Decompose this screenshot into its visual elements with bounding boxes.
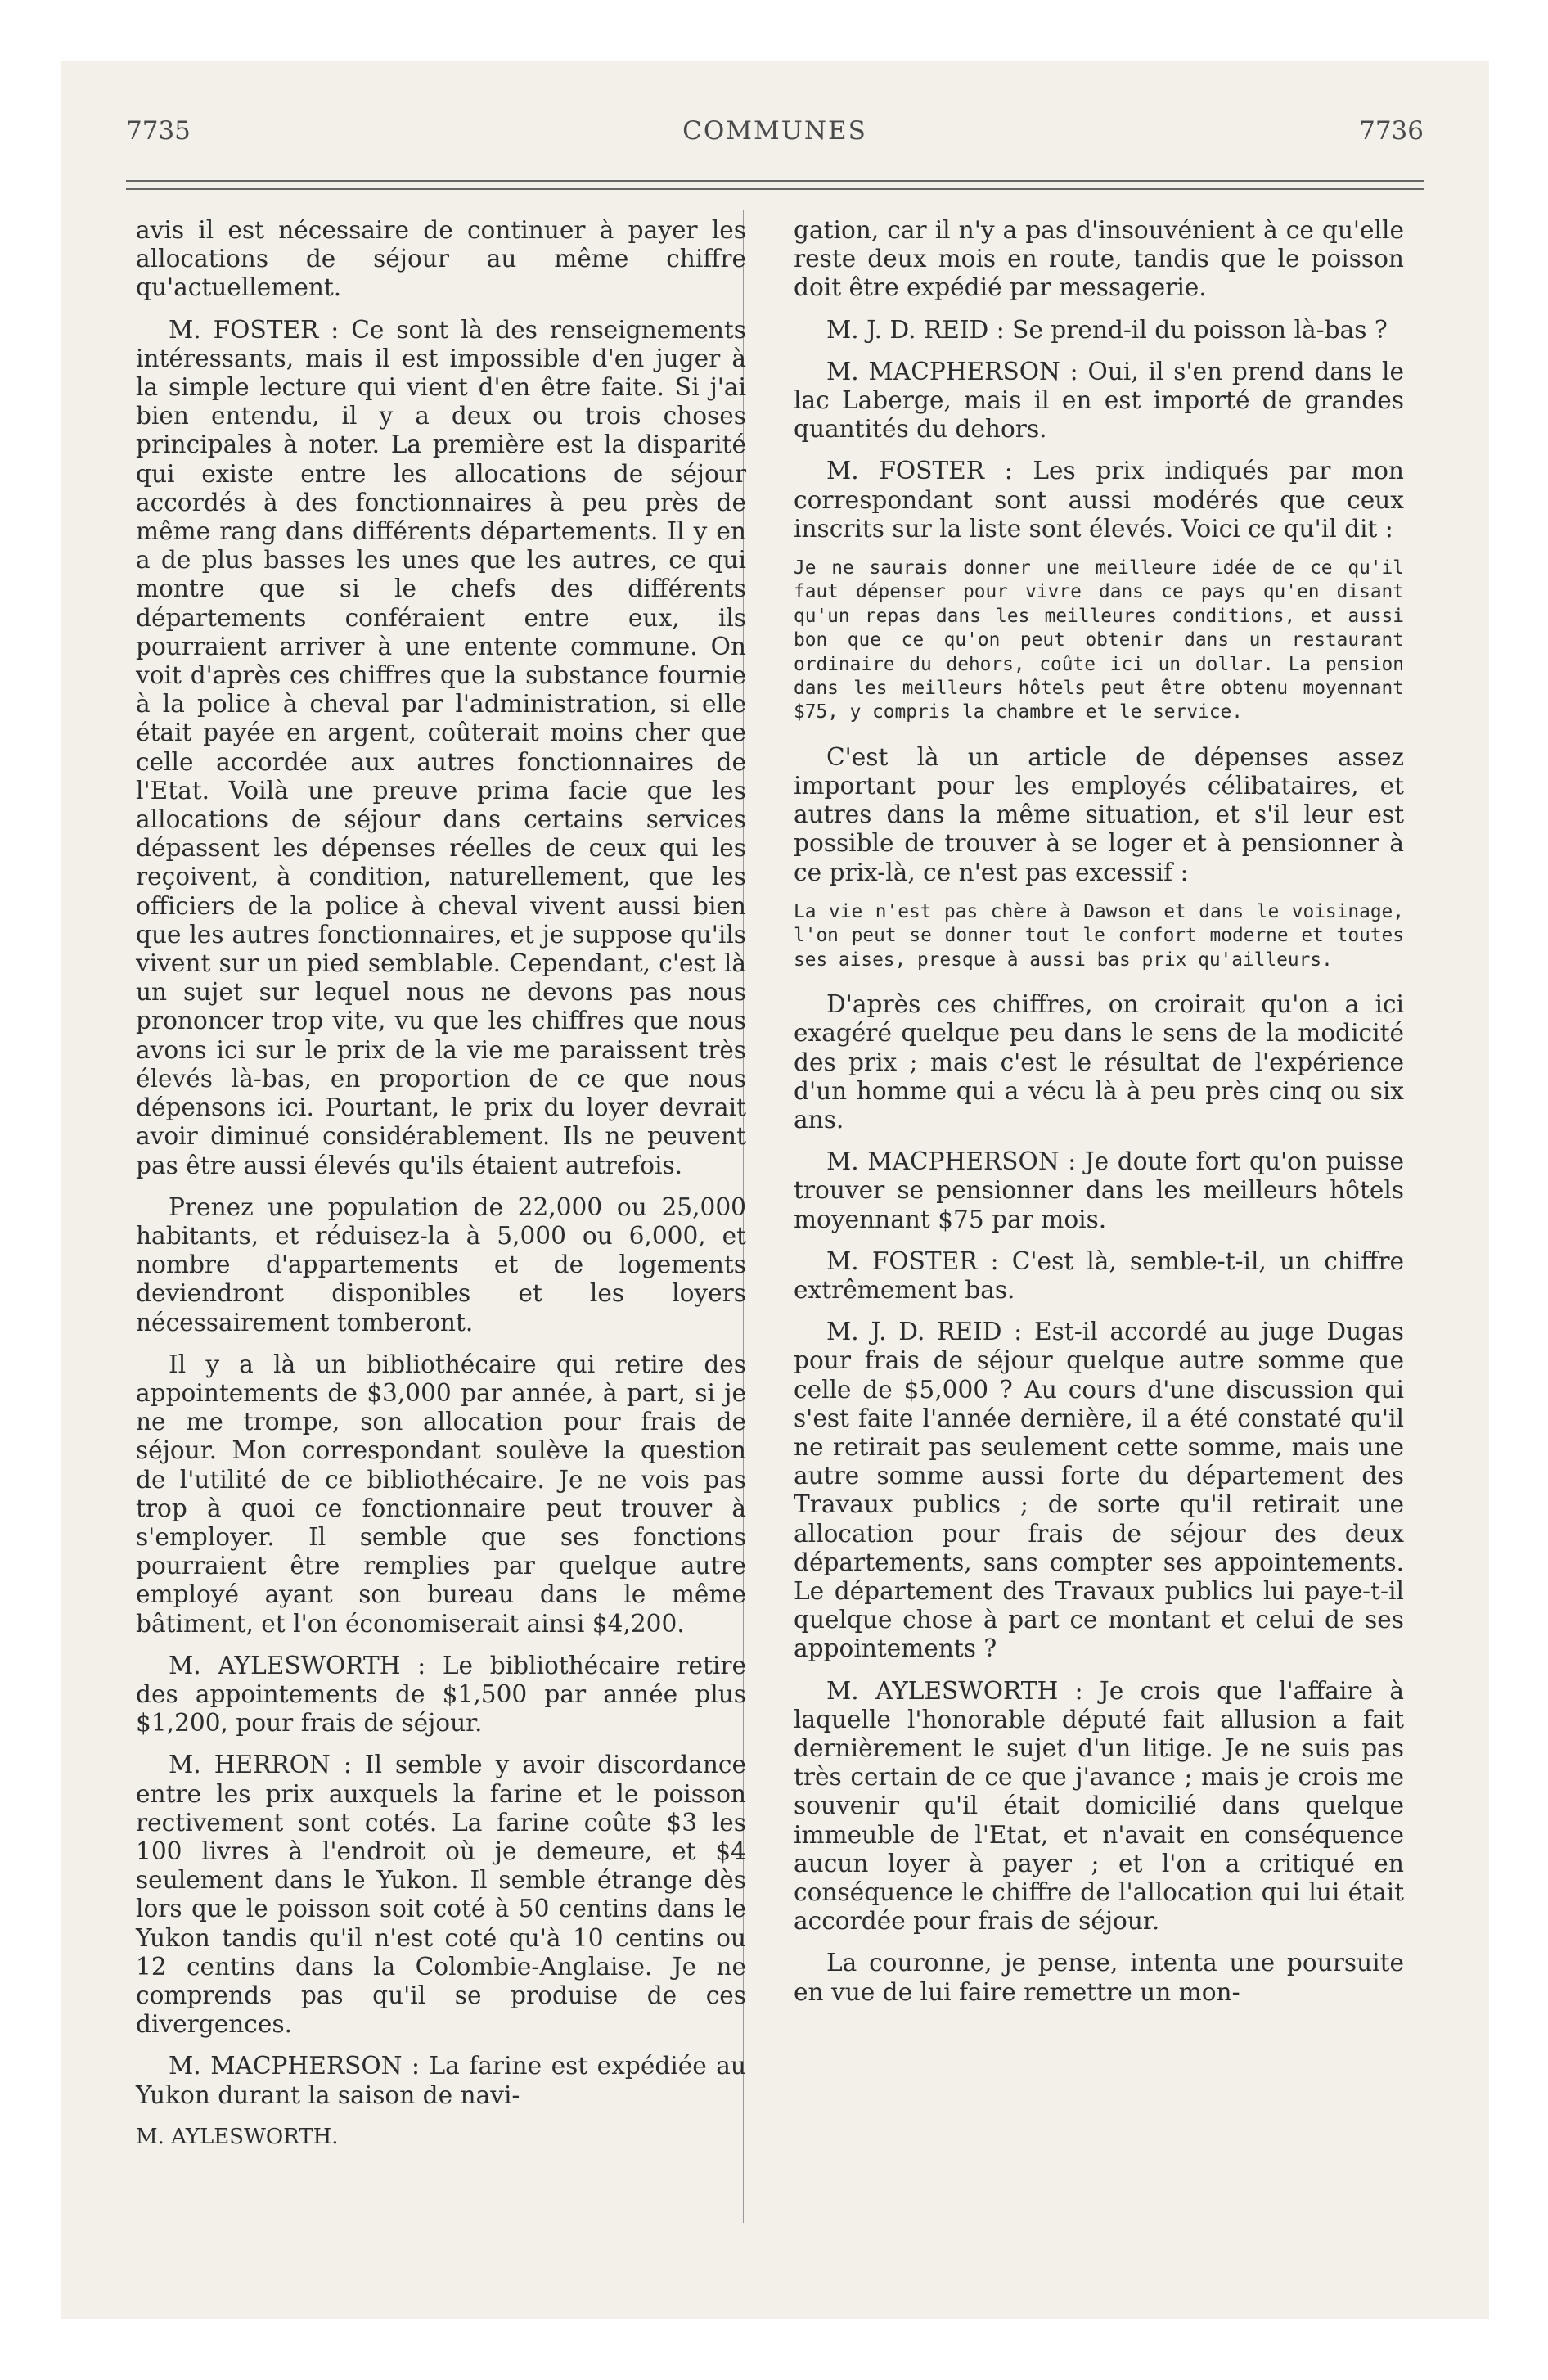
paragraph-text: Je crois que l'affaire à laquelle l'honorable député fait allusion a fait dernièrement le sujet d'un litige. Je ne suis pas très certain de ce que j'avance ; mais je crois me souvenir qu'il était domicilié dans quelque immeuble de l'Etat, et n'avait en conséquence aucun loyer à payer ; et l'on a critiqué en conséquence le chiffre de l'allocation qui lui était accordée pour frais de séjour. bbox=[794, 1676, 1404, 1936]
page-header bbox=[126, 116, 1424, 165]
paragraph-text: Ce sont là des renseignements intéressants, mais il est impossible d'en juger à la simple lecture qui vient d'en être faite. Si j'ai bien entendu, il y a deux ou trois choses principales à noter. La première est la disparité qui existe entre les allocations de séjour accordés à des fonctionnaires à peu près de même rang dans différents départements. Il y en a de plus basses les unes que les autres, ce qui montre que si le chefs des différents départements conféraient entre eux, ils pourraient arriver à une entente commune. On voit d'après ces chiffres que la substance fournie à la police à cheval par l'administration, si elle était payée en argent, coûterait moins cher que celle accordée aux autres fonctionnaires de l'Etat. Voilà une preuve prima facie que les allocations de séjour dans certains services dépassent les dépenses réelles de ceux qui les reçoivent, à condition, naturellement, que les officiers de la police à cheval vivent aussi bien que les autres fonctionnaires, et je suppose qu'ils vivent sur un pied semblable. Cependant, c'est là un sujet sur lequel nous ne devons pas nous prononcer trop vite, vu que les chiffres que nous avons ici sur le prix de la vie me paraissent très élevés là-bas, en proportion de ce que nous dépensons ici. Pourtant, le prix du loyer devrait avoir diminué considérablement. Ils ne peuvent pas être aussi élevés qu'ils étaient autrefois. bbox=[136, 315, 746, 1179]
speaker-name: M. MACPHERSON : bbox=[826, 357, 1078, 385]
paragraph-text: Je ne saurais donner une meilleure idée de ce qu'il faut dépenser pour vivre dans ce pays qu'en disant qu'un repas dans les meilleures conditions, et aussi bon que ce qu'on peut obtenir dans un restaurant ordinaire du dehors, coûte ici un dollar. La pension dans les meilleurs hôtels peut être obtenu moyennant $75, y compris la chambre et le service. bbox=[794, 557, 1404, 723]
paragraph-text: Les prix indiqués par mon correspondant sont aussi modérés que ceux inscrits sur la liste sont élevés. Voici ce qu'il dit : bbox=[794, 457, 1404, 543]
paragraph-text: C'est là, semble-t-il, un chiffre extrêmement bas. bbox=[794, 1246, 1404, 1304]
paragraph-text: Je doute fort qu'on puisse trouver se pensionner dans les meilleurs hôtels moyennant $75 par mois. bbox=[794, 1147, 1404, 1233]
paragraph bbox=[136, 1751, 746, 2039]
speaker-name: M. J. D. REID : bbox=[826, 1318, 1023, 1346]
paragraph bbox=[136, 216, 746, 303]
speaker-name: M. HERRON : bbox=[169, 1751, 352, 1779]
paragraph bbox=[794, 216, 1404, 303]
left-page-number: 7735 bbox=[126, 116, 191, 146]
header-rule-bottom bbox=[126, 188, 1424, 190]
paragraph-text: Est-il accordé au juge Dugas pour frais de séjour quelque autre somme que celle de $5,000 ? Au cours d'une discussion qui s'est faite l'année dernière, il a été constaté qu'il ne retirait pas seulement cette somme, mais une autre somme aussi forte du département des Travaux publics ; de sorte qu'il retirait une allocation pour frais de séjour des deux départements, sans compter ses appointements. Le département des Travaux publics lui paye-t-il quelque chose à part ce montant et celui de ses appointements ? bbox=[794, 1318, 1404, 1663]
paragraph-text: Il semble y avoir discordance entre les prix auxquels la farine et le poisson rectivement sont cotés. La farine coûte $3 les 100 livres à l'endroit où je demeure, et $4 seulement dans le Yukon. Il semble étrange dès lors que le poisson soit coté à 50 centins dans le Yukon tandis qu'il n'est coté qu'à 10 centins ou 12 centins dans la Colombie-Anglaise. Je ne comprends pas qu'il se produise de ces divergences. bbox=[136, 1751, 746, 2039]
paragraph-text: La couronne, je pense, intenta une poursuite en vue de lui faire remettre un mon- bbox=[794, 1949, 1404, 2006]
paragraph-text: avis il est nécessaire de continuer à payer les allocations de séjour au même chiffre qu'actuellement. bbox=[136, 216, 746, 302]
paragraph-text: gation, car il n'y a pas d'insouvénient à ce qu'elle reste deux mois en route, tandis que le poisson doit être expédié par messagerie. bbox=[794, 216, 1404, 302]
paragraph bbox=[794, 316, 1404, 345]
speaker-name: M. J. D. REID : bbox=[826, 315, 1005, 344]
paragraph bbox=[794, 1677, 1404, 1936]
paragraph bbox=[794, 743, 1404, 887]
paragraph-text: C'est là un article de dépenses assez important pour les employés célibataires, et autres dans la même situation, et s'il leur est possible de trouver à se loger et à pensionner à ce prix-là, ce n'est pas excessif : bbox=[794, 742, 1404, 886]
page bbox=[61, 61, 1489, 2319]
paragraph bbox=[794, 358, 1404, 444]
right-column bbox=[794, 216, 1404, 2020]
speaker-name: M. FOSTER : bbox=[169, 315, 340, 344]
speaker-name: M. MACPHERSON : bbox=[826, 1147, 1077, 1176]
paragraph bbox=[794, 1949, 1404, 2006]
paragraph-text: D'après ces chiffres, on croirait qu'on a ici exagéré quelque peu dans le sens de la modicité des prix ; mais c'est le résultat de l'expérience d'un homme qui a vécu là à peu près cinq ou six ans. bbox=[794, 990, 1404, 1134]
paragraph bbox=[794, 990, 1404, 1134]
paragraph bbox=[794, 457, 1404, 543]
quoted-passage bbox=[794, 900, 1404, 972]
paragraph-text: Oui, il s'en prend dans le lac Laberge, mais il en est importé de grandes quantités du dehors. bbox=[794, 357, 1404, 444]
speaker-name: M. MACPHERSON : bbox=[169, 2052, 421, 2080]
paragraph bbox=[794, 1147, 1404, 1234]
speaker-name: M. FOSTER : bbox=[826, 1246, 999, 1275]
right-page-number: 7736 bbox=[1359, 116, 1424, 146]
paragraph-text: Le bibliothécaire retire des appointements de $1,500 par année plus $1,200, pour frais de séjour. bbox=[136, 1651, 746, 1738]
paragraph bbox=[794, 1247, 1404, 1305]
speaker-name: M. FOSTER : bbox=[826, 457, 1013, 485]
speaker-name: M. AYLESWORTH : bbox=[826, 1676, 1083, 1705]
paragraph bbox=[136, 1193, 746, 1337]
paragraph bbox=[136, 2052, 746, 2109]
signature-line: M. AYLESWORTH. bbox=[136, 2124, 339, 2149]
paragraph-text: La farine est expédiée au Yukon durant la saison de navi- bbox=[136, 2052, 746, 2109]
speaker-name: M. AYLESWORTH : bbox=[169, 1651, 426, 1679]
paragraph bbox=[136, 1350, 746, 1639]
paragraph-text: Il y a là un bibliothécaire qui retire des appointements de $3,000 par année, à part, si je ne me trompe, son allocation pour frais de séjour. Mon correspondant soulève la question de l'utilité de ce bibliothécaire. Je ne vois pas trop à quoi ce fonctionnaire peut trouver à s'employer. Il semble que ses fonctions pourraient être remplies par quelque autre employé ayant son bureau dans le même bâtiment, et l'on économiserait ainsi $4,200. bbox=[136, 1350, 746, 1638]
left-column bbox=[136, 216, 746, 2152]
paragraph bbox=[794, 1318, 1404, 1663]
page-title: COMMUNES bbox=[682, 116, 867, 146]
quoted-passage bbox=[794, 557, 1404, 725]
paragraph-text: La vie n'est pas chère à Dawson et dans le voisinage, l'on peut se donner tout le confort moderne et toutes ses aises, presque à aussi bas prix qu'ailleurs. bbox=[794, 900, 1404, 971]
header-rule-top bbox=[126, 180, 1424, 182]
paragraph bbox=[136, 1652, 746, 1738]
paragraph-text: Prenez une population de 22,000 ou 25,000 habitants, et réduisez-la à 5,000 ou 6,000, et nombre d'appartements et de logements deviendront disponibles et les loyers nécessairement tomberont. bbox=[136, 1192, 746, 1336]
paragraph-text: Se prend-il du poisson là-bas ? bbox=[1012, 315, 1388, 344]
paragraph bbox=[136, 316, 746, 1180]
